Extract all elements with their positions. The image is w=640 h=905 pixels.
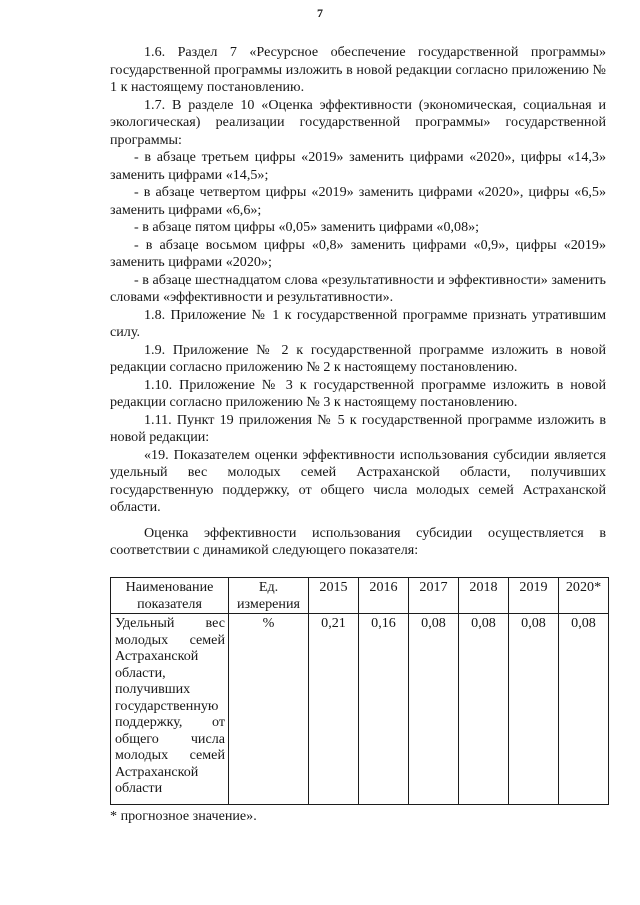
header-unit: Ед. измерения: [229, 578, 309, 614]
indicator-name-cell: Удельный вес молодых семей Астраханской области, получивших государственную поддержку, от общего числа молодых семей Астраханской области: [111, 614, 229, 805]
page-number: 7: [317, 6, 323, 20]
value-cell: 0,21: [309, 614, 359, 805]
header-indicator-name: Наименование показателя: [111, 578, 229, 614]
header-year: 2016: [359, 578, 409, 614]
paragraph-1-11: 1.11. Пункт 19 приложения № 5 к государственной программе изложить в новой редакции:: [110, 411, 606, 445]
header-year: 2018: [459, 578, 509, 614]
unit-cell: %: [229, 614, 309, 805]
value-cell: 0,08: [409, 614, 459, 805]
list-item: - в абзаце третьем цифры «2019» заменить цифрами «2020», цифры «14,3» заменить цифрами «14,5»;: [110, 149, 606, 183]
header-year: 2019: [509, 578, 559, 614]
value-cell: 0,08: [459, 614, 509, 805]
value-cell: 0,08: [509, 614, 559, 805]
list-item: - в абзаце пятом цифры «0,05» заменить цифрами «0,08»;: [134, 219, 480, 235]
header-year: 2020*: [559, 578, 609, 614]
value-cell: 0,16: [359, 614, 409, 805]
paragraph-1-10: 1.10. Приложение № 3 к государственной программе изложить в новой редакции согласно приложению № 3 к настоящему постановлению.: [110, 376, 606, 410]
document-body: [110, 44, 606, 560]
list-item: - в абзаце шестнадцатом слова «результативности и эффективности» заменить словами «эффективности и результативности».: [110, 271, 606, 305]
header-year: 2015: [309, 578, 359, 614]
list-item: - в абзаце восьмом цифры «0,8» заменить цифрами «0,9», цифры «2019» заменить цифрами «2020»;: [110, 236, 606, 270]
paragraph-1-8: 1.8. Приложение № 1 к государственной программе признать утратившим силу.: [110, 306, 606, 340]
footnote: * прогнозное значение».: [110, 808, 257, 824]
paragraph-assessment: Оценка эффективности использования субсидии осуществляется в соответствии с динамикой следующего показателя:: [110, 524, 606, 558]
paragraph-1-6: 1.6. Раздел 7 «Ресурсное обеспечение государственной программы» государственной программы изложить в новой редакции согласно приложению № 1 к настоящему постановлению.: [110, 44, 606, 95]
indicator-table: [110, 577, 609, 805]
paragraph-1-9: 1.9. Приложение № 2 к государственной программе изложить в новой редакции согласно приложению № 2 к настоящему постановлению.: [110, 341, 606, 375]
list-item: - в абзаце четвертом цифры «2019» заменить цифрами «2020», цифры «6,5» заменить цифрами «6,6»;: [110, 184, 606, 218]
quoted-paragraph-19: «19. Показателем оценки эффективности использования субсидии является удельный вес молодых семей Астраханской области, получивших государственную поддержку, от общего числа молодых семей Астраханской области.: [110, 446, 606, 515]
table-row: [111, 614, 609, 805]
table-header-row: [111, 578, 609, 614]
paragraph-1-7: 1.7. В разделе 10 «Оценка эффективности (экономическая, социальная и экологическая) реализации государственной программы» государственной программы:: [110, 96, 606, 148]
header-year: 2017: [409, 578, 459, 614]
value-cell: 0,08: [559, 614, 609, 805]
